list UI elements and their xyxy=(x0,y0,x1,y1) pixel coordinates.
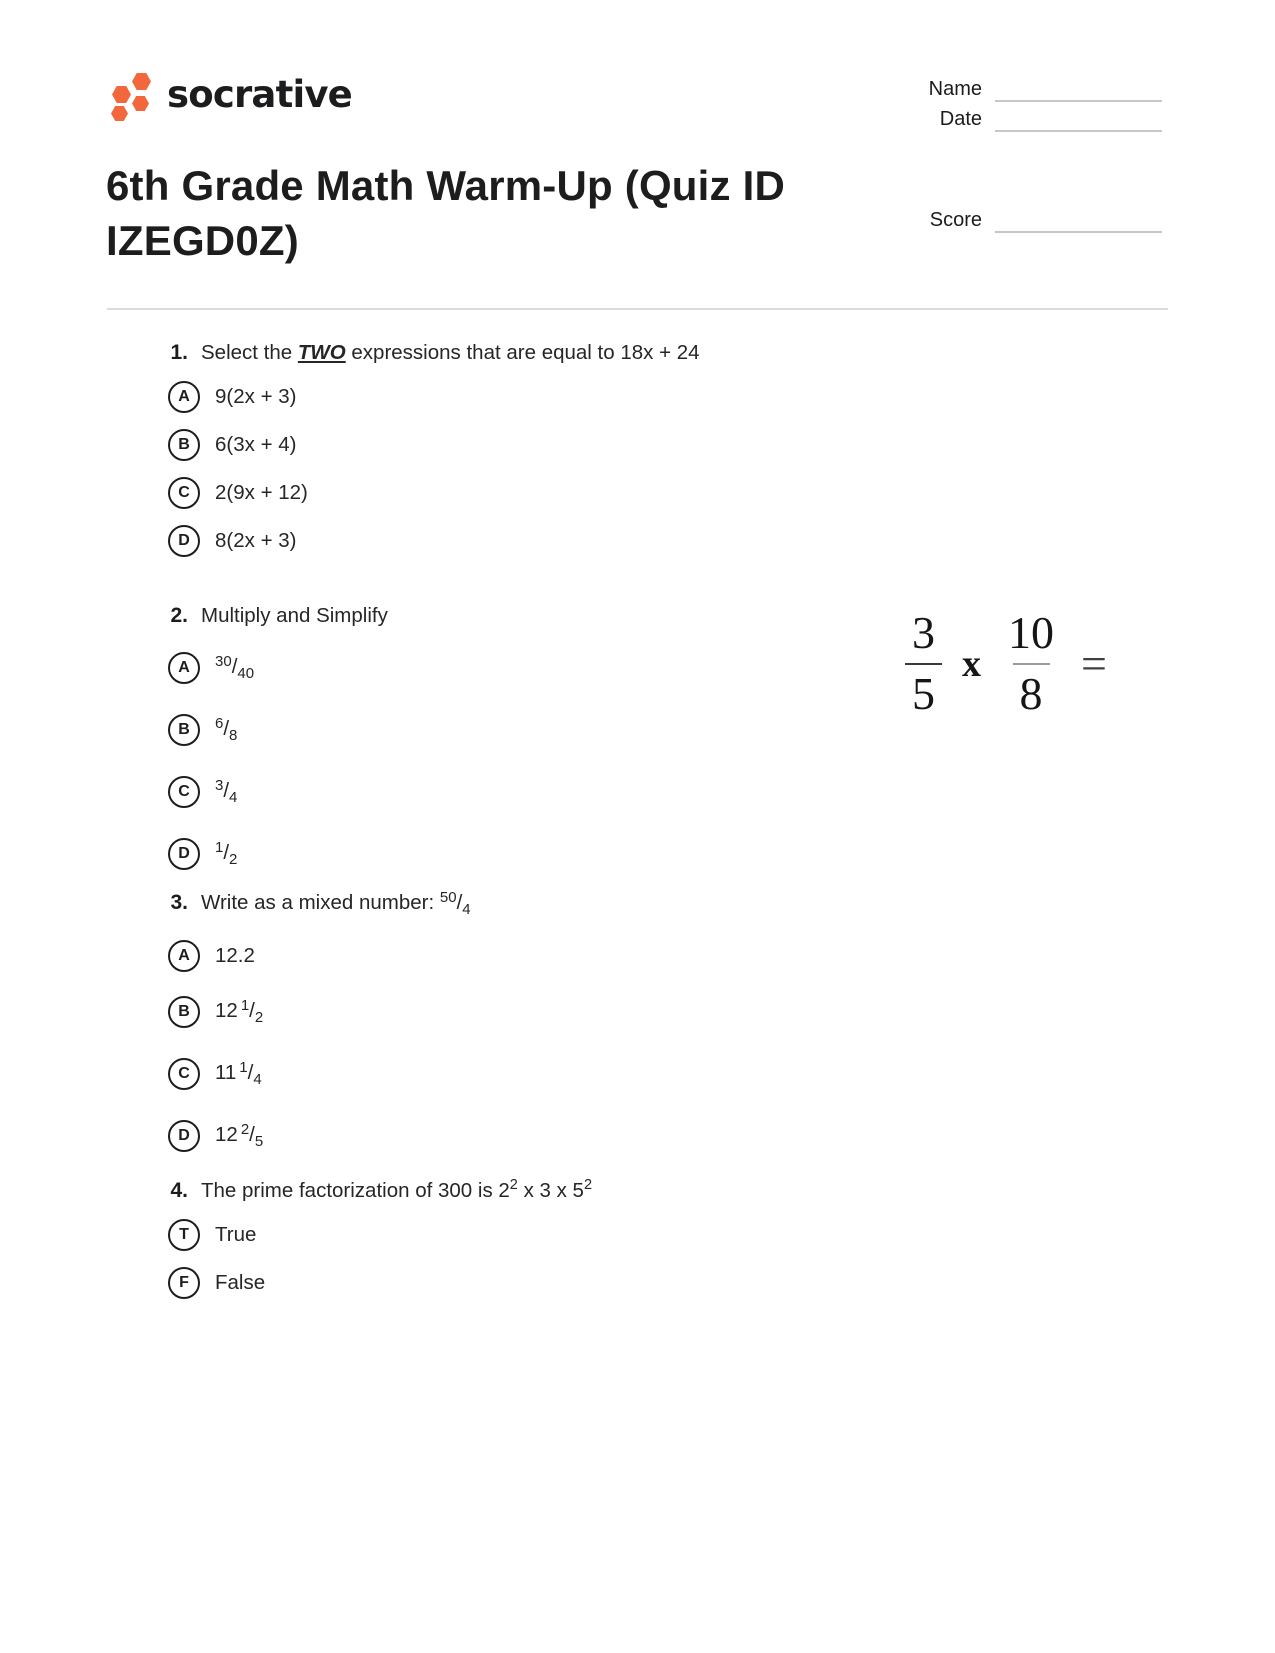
fraction-numerator: 3 xyxy=(912,607,935,658)
option-label xyxy=(215,707,237,753)
option-bubble-a: A xyxy=(168,381,200,413)
question-text: Multiply and Simplify xyxy=(201,604,388,627)
fraction-denominator: 4 xyxy=(253,1071,262,1088)
option-row-false xyxy=(168,1266,860,1300)
fraction-ten-eighths xyxy=(1001,607,1061,719)
socrative-hexagons-icon xyxy=(105,70,165,122)
fraction-denominator: 5 xyxy=(905,663,942,718)
option-row-a xyxy=(168,939,860,973)
socrative-logo xyxy=(105,70,365,122)
fraction-slash: / xyxy=(249,999,255,1022)
question-1 xyxy=(140,340,860,558)
fraction-denominator: 8 xyxy=(1013,663,1050,718)
fraction-denominator: 8 xyxy=(229,727,238,744)
fraction-denominator: 2 xyxy=(229,851,238,868)
fraction-slash: / xyxy=(223,841,230,864)
option-bubble-t: T xyxy=(168,1219,200,1251)
fraction-slash: / xyxy=(223,717,230,740)
option-bubble-c: C xyxy=(168,477,200,509)
option-label: 2(9x + 12) xyxy=(215,481,308,504)
name-blank-line xyxy=(995,100,1162,102)
option-label: 8(2x + 3) xyxy=(215,529,297,552)
option-label xyxy=(215,645,254,691)
date-blank-line xyxy=(995,130,1162,132)
option-bubble-f: F xyxy=(168,1267,200,1299)
name-label: Name xyxy=(928,78,982,100)
option-bubble-c: C xyxy=(168,1058,200,1090)
whole-number: 12 xyxy=(215,999,238,1022)
option-label xyxy=(215,769,237,815)
socrative-wordmark: socrative xyxy=(167,73,352,116)
fraction-numerator: 1 xyxy=(240,997,250,1014)
option-row-d xyxy=(168,831,860,877)
option-label: 9(2x + 3) xyxy=(215,385,297,408)
fraction-denominator: 5 xyxy=(254,1133,264,1150)
option-bubble-b: B xyxy=(168,996,200,1028)
option-row-c xyxy=(168,1051,860,1097)
option-bubble-a: A xyxy=(168,652,200,684)
header-divider xyxy=(107,308,1168,310)
question-text: The prime factorization of 300 is $2^2$ x 3 x $5^2$ xyxy=(201,1177,593,1202)
fraction-denominator: 40 xyxy=(237,665,255,682)
question-4 xyxy=(140,1172,860,1300)
question-text: Select the TWO expressions that are equal to 18x + 24 xyxy=(201,341,700,364)
option-row-c xyxy=(168,476,860,510)
emphasized-word: TWO xyxy=(297,341,346,364)
option-bubble-c: C xyxy=(168,776,200,808)
option-row-a xyxy=(168,645,860,691)
quiz-title: 6th Grade Math Warm-Up (Quiz ID IZEGD0Z) xyxy=(106,162,785,264)
whole-number: 11 xyxy=(215,1061,237,1084)
option-bubble-b: B xyxy=(168,429,200,461)
option-bubble-a: A xyxy=(168,940,200,972)
option-label xyxy=(215,1051,262,1097)
fraction-numerator: 50 xyxy=(439,889,457,906)
option-row-c xyxy=(168,769,860,815)
fraction-numerator: 6 xyxy=(215,715,224,732)
fraction-slash: / xyxy=(231,655,238,678)
multiplication-equation-figure xyxy=(905,607,1107,719)
question-number: 2. xyxy=(170,604,188,627)
equals-sign: = xyxy=(1081,638,1107,690)
question-text: Write as a mixed number: $^{50}/_4$ xyxy=(201,889,471,918)
score-label: Score xyxy=(929,209,982,231)
option-bubble-d: D xyxy=(168,838,200,870)
question-2 xyxy=(140,603,860,877)
fraction-denominator: 4 xyxy=(462,901,471,918)
question-number: 1. xyxy=(170,341,188,364)
fraction-slash: / xyxy=(249,1123,255,1146)
fraction-denominator: 4 xyxy=(229,789,238,806)
option-label: False xyxy=(215,1271,266,1294)
option-row-d xyxy=(168,1113,860,1159)
option-row-d xyxy=(168,524,860,558)
score-blank-line xyxy=(995,231,1162,233)
option-bubble-d: D xyxy=(168,1120,200,1152)
fraction-three-fifths xyxy=(905,607,942,719)
option-label xyxy=(215,831,237,877)
fraction-denominator: 2 xyxy=(254,1009,264,1026)
fraction-slash: / xyxy=(247,1061,254,1084)
option-bubble-b: B xyxy=(168,714,200,746)
question-3 xyxy=(140,885,860,1159)
exponent: 2 xyxy=(583,1177,593,1193)
fraction-numerator: 30 xyxy=(215,653,232,670)
option-row-a xyxy=(168,380,860,414)
fraction-numerator: 10 xyxy=(1008,607,1054,658)
option-row-b xyxy=(168,428,860,462)
fraction-numerator: 3 xyxy=(215,777,224,794)
option-row-b xyxy=(168,989,860,1035)
question-number: 4. xyxy=(170,1179,188,1202)
fraction-slash: / xyxy=(456,891,463,914)
option-row-true xyxy=(168,1218,860,1252)
multiply-operator: x xyxy=(962,642,981,685)
option-label: 6(3x + 4) xyxy=(215,433,297,456)
option-label: 12.2 xyxy=(215,944,255,967)
whole-number: 12 xyxy=(215,1123,238,1146)
option-label xyxy=(215,1113,263,1159)
fraction-numerator: 1 xyxy=(215,839,224,856)
option-bubble-d: D xyxy=(168,525,200,557)
fraction-slash: / xyxy=(223,779,230,802)
exponent: 2 xyxy=(509,1177,518,1193)
fraction-numerator: 1 xyxy=(239,1059,248,1076)
option-label xyxy=(215,989,263,1035)
date-label: Date xyxy=(939,108,982,130)
fraction-numerator: 2 xyxy=(240,1121,250,1138)
option-label: True xyxy=(215,1223,257,1246)
option-row-b xyxy=(168,707,860,753)
question-number: 3. xyxy=(170,891,188,914)
